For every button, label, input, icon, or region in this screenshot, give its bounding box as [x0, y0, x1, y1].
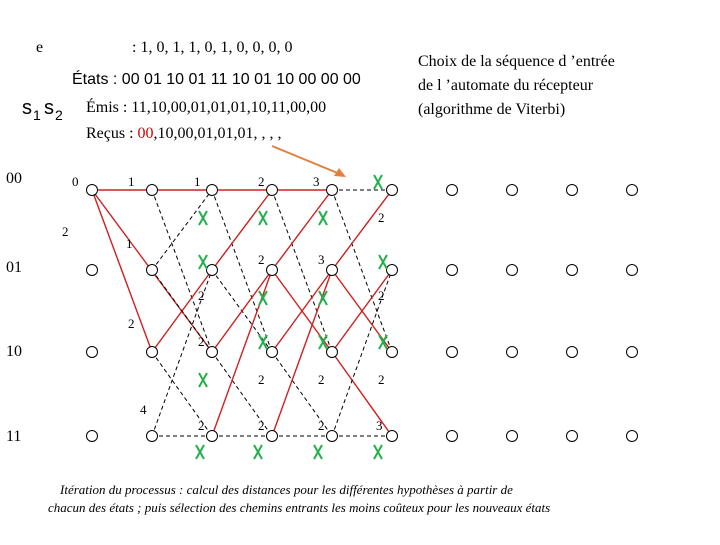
- metric-label: 2: [258, 418, 265, 433]
- metric-label: 2: [258, 372, 265, 387]
- trellis-state-node: [567, 185, 578, 196]
- metric-label: 1: [126, 236, 133, 251]
- trellis-state-node: [387, 265, 398, 276]
- svg-text:Choix de la séquence d ’entrée: Choix de la séquence d ’entrée: [418, 53, 615, 70]
- trellis-state-node: [147, 347, 158, 358]
- trellis-state-node: [327, 185, 338, 196]
- metric-label: 2: [378, 372, 385, 387]
- candidate-transition: [212, 190, 272, 352]
- trellis-state-node: [267, 265, 278, 276]
- trellis-state-node: [267, 185, 278, 196]
- received-sequence: Reçus : 00,10,00,01,01,01, , , ,: [86, 125, 282, 142]
- trellis-state-node: [207, 265, 218, 276]
- svg-text:1: 1: [33, 107, 41, 123]
- trellis-state-node: [447, 185, 458, 196]
- metric-label: 2: [198, 418, 205, 433]
- metric-label: 1: [128, 174, 135, 189]
- states-sequence: États : 00 01 10 01 11 10 01 10 00 00 00: [72, 71, 361, 88]
- svg-text:chacun des états ; puis sélect: chacun des états ; puis sélection des chemins entrants les moins coûteux pour les nouveaux états: [48, 500, 551, 515]
- trellis-state-node: [447, 265, 458, 276]
- trellis-nodes: [87, 185, 638, 442]
- emitted-sequence: Émis : 11,10,00,01,01,01,10,11,00,00: [86, 99, 327, 116]
- input-sequence: : 1, 0, 1, 1, 0, 1, 0, 0, 0, 0: [132, 39, 293, 56]
- trellis-state-node: [567, 265, 578, 276]
- metric-label: 3: [318, 252, 325, 267]
- state-label-01: 01: [6, 259, 22, 276]
- discarded-cross-icon: [199, 373, 207, 387]
- path-metrics: [62, 174, 385, 433]
- discarded-cross-icon: [314, 445, 322, 459]
- state-axis-label: [22, 97, 63, 123]
- metric-label: 1: [194, 174, 201, 189]
- metric-label: 3: [313, 174, 320, 189]
- trellis-state-node: [207, 347, 218, 358]
- svg-text:s: s: [22, 97, 32, 119]
- discarded-cross-icon: [259, 211, 267, 225]
- input-label: e: [36, 39, 44, 56]
- discarded-cross-icon: [199, 255, 207, 269]
- svg-text:2: 2: [55, 107, 63, 123]
- trellis-state-node: [387, 185, 398, 196]
- trellis-state-node: [627, 185, 638, 196]
- metric-label: 2: [378, 210, 385, 225]
- candidate-transition: [152, 190, 212, 352]
- metric-label: 4: [140, 402, 147, 417]
- metric-label: 2: [258, 174, 265, 189]
- svg-text:Itération du processus : calcu: Itération du processus : calcul des distances pour les différentes hypothèses à partir de: [60, 482, 513, 497]
- state-label-10: 10: [6, 343, 22, 360]
- trellis-state-node: [267, 431, 278, 442]
- metric-label: 2: [198, 288, 205, 303]
- trellis-state-node: [567, 347, 578, 358]
- metric-label: 0: [72, 174, 79, 189]
- trellis-state-node: [507, 185, 518, 196]
- trellis-state-node: [387, 347, 398, 358]
- trellis-state-node: [327, 431, 338, 442]
- discarded-cross-icon: [379, 335, 387, 349]
- survivor-transition: [92, 190, 152, 352]
- metric-label: 2: [198, 334, 205, 349]
- trellis-state-node: [267, 347, 278, 358]
- trellis-state-node: [627, 431, 638, 442]
- candidate-transition: [152, 190, 212, 270]
- trellis-state-node: [147, 431, 158, 442]
- survivor-transition: [332, 190, 392, 270]
- discarded-cross-icon: [319, 335, 327, 349]
- discarded-cross-icon: [379, 255, 387, 269]
- survivor-transition: [272, 270, 332, 436]
- discarded-cross-icon: [319, 211, 327, 225]
- trellis-state-node: [627, 347, 638, 358]
- svg-text:s: s: [44, 97, 54, 119]
- highlight-arrow: [272, 146, 346, 177]
- trellis-state-node: [627, 265, 638, 276]
- trellis-transitions: [92, 190, 392, 436]
- trellis-state-node: [207, 431, 218, 442]
- trellis-state-node: [507, 265, 518, 276]
- svg-text:(algorithme de Viterbi): (algorithme de Viterbi): [418, 101, 566, 118]
- trellis-state-node: [507, 347, 518, 358]
- discarded-cross-icon: [374, 175, 382, 189]
- trellis-state-node: [327, 265, 338, 276]
- metric-label: 2: [318, 372, 325, 387]
- trellis-state-node: [327, 347, 338, 358]
- discarded-cross-icon: [199, 211, 207, 225]
- trellis-state-node: [387, 431, 398, 442]
- survivor-transition: [212, 270, 272, 436]
- svg-text:de l ’automate du récepteur: de l ’automate du récepteur: [418, 77, 594, 94]
- trellis-state-node: [447, 347, 458, 358]
- trellis-state-node: [147, 185, 158, 196]
- metric-label: 2: [318, 418, 325, 433]
- trellis-state-node: [207, 185, 218, 196]
- survivor-transition: [332, 352, 392, 436]
- trellis-state-node: [87, 431, 98, 442]
- metric-label: 2: [378, 288, 385, 303]
- metric-label: 2: [258, 252, 265, 267]
- trellis-state-node: [87, 265, 98, 276]
- title-note: [418, 53, 615, 118]
- trellis-state-node: [87, 347, 98, 358]
- trellis-state-node: [567, 431, 578, 442]
- footer-caption: [48, 482, 550, 515]
- trellis-state-node: [87, 185, 98, 196]
- discarded-cross-icon: [254, 445, 262, 459]
- metric-label: 2: [62, 224, 69, 239]
- trellis-state-node: [147, 265, 158, 276]
- discarded-cross-icon: [196, 445, 204, 459]
- discarded-cross-icon: [259, 335, 267, 349]
- state-label-00: 00: [6, 170, 22, 187]
- state-label-11: 11: [6, 428, 22, 445]
- trellis-state-node: [507, 431, 518, 442]
- discarded-cross-icon: [374, 445, 382, 459]
- metric-label: 2: [128, 316, 135, 331]
- candidate-transition: [272, 190, 332, 352]
- metric-label: 3: [376, 418, 383, 433]
- trellis-state-node: [447, 431, 458, 442]
